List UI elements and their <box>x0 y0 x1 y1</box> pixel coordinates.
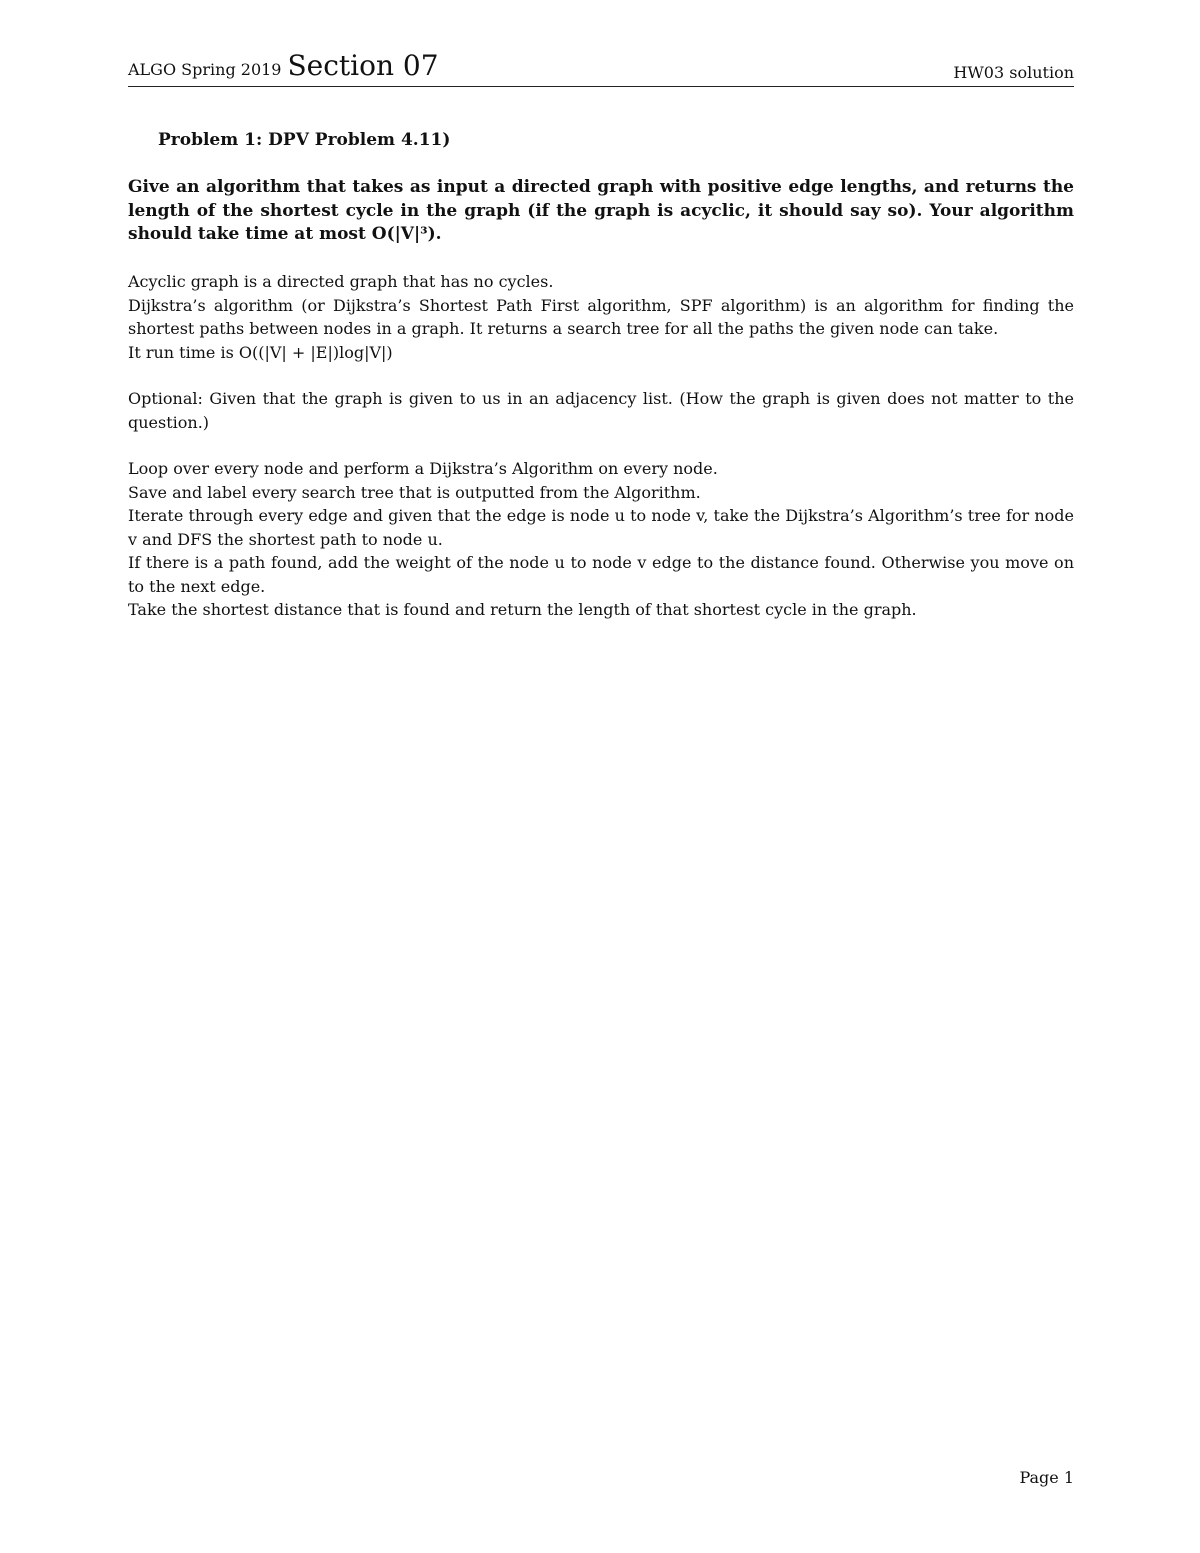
problem-statement: Give an algorithm that takes as input a directed graph with positive edge lengths, and returns the length of the shortest cycle in the graph (if the graph is acyclic, it should say so). Your algorithm should take time at most O(|V|³). <box>128 177 1074 244</box>
acyclic-definition: Acyclic graph is a directed graph that has no cycles. <box>128 272 554 291</box>
homework-label: HW03 solution <box>953 63 1074 82</box>
dijkstra-definition: Dijkstra’s algorithm (or Dijkstra’s Shortest Path First algorithm, SPF algorithm) is an algorithm for finding the shortest paths between nodes in a graph. It returns a search tree for all the paths the given node can take. <box>128 295 1074 338</box>
header-left <box>128 49 439 82</box>
step-3: Iterate through every edge and given that the edge is node u to node v, take the Dijkstra’s Algorithm’s tree for node v and DFS the shortest path to node u. <box>128 506 1074 549</box>
page-header <box>128 50 1074 87</box>
optional-paragraph: Optional: Given that the graph is given to us in an adjacency list. (How the graph is given does not matter to the question.) <box>128 389 1074 432</box>
section-label: Section 07 <box>287 49 439 82</box>
algorithm-steps <box>128 457 1074 622</box>
definitions-paragraph <box>128 270 1074 364</box>
runtime-statement: It run time is O((|V| + |E|)log|V|) <box>128 342 393 362</box>
step-1: Loop over every node and perform a Dijkstra’s Algorithm on every node. <box>128 459 718 478</box>
page-number: Page 1 <box>1019 1468 1074 1487</box>
step-5: Take the shortest distance that is found and return the length of that shortest cycle in the graph. <box>128 600 917 619</box>
course-label: ALGO Spring 2019 <box>128 60 282 79</box>
step-4: If there is a path found, add the weight of the node u to node v edge to the distance found. Otherwise you move on to the next edge. <box>128 553 1074 596</box>
step-2: Save and label every search tree that is outputted from the Algorithm. <box>128 482 701 502</box>
problem-title: Problem 1: DPV Problem 4.11) <box>158 130 451 150</box>
